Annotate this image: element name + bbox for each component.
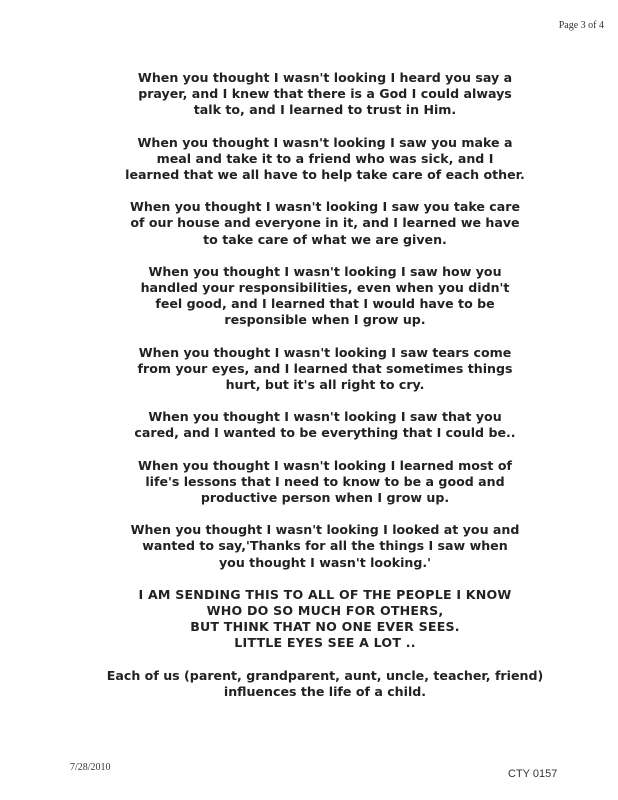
paragraph-thanks bbox=[60, 522, 590, 571]
text-line: of our house and everyone in it, and I learned we have bbox=[130, 215, 520, 231]
text-line: When you thought I wasn't looking I saw that you bbox=[148, 409, 502, 425]
text-line: hurt, but it's all right to cry. bbox=[225, 377, 425, 393]
paragraph-meal bbox=[60, 135, 590, 184]
text-line: wanted to say,'Thanks for all the things I saw when bbox=[142, 538, 508, 554]
text-line: When you thought I wasn't looking I saw how you bbox=[148, 263, 502, 279]
footer-date: 7/28/2010 bbox=[70, 762, 111, 773]
paragraph-influences bbox=[60, 668, 590, 700]
text-line: productive person when I grow up. bbox=[200, 490, 450, 506]
paragraph-prayer bbox=[60, 70, 590, 119]
text-line: When you thought I wasn't looking I learned most of bbox=[138, 457, 512, 473]
text-line: life's lessons that I need to know to be a good and bbox=[145, 473, 505, 489]
paragraph-sending bbox=[60, 587, 590, 652]
paragraph-tears bbox=[60, 345, 590, 394]
text-line: When you thought I wasn't looking I saw you take care bbox=[129, 199, 521, 215]
text-line: from your eyes, and I learned that sometimes things bbox=[137, 360, 513, 376]
text-line: When you thought I wasn't looking I saw tears come bbox=[138, 344, 512, 360]
text-line: influences the life of a child. bbox=[223, 683, 427, 699]
text-line: learned that we all have to help take care of each other. bbox=[125, 167, 525, 183]
text-line: Each of us (parent, grandparent, aunt, uncle, teacher, friend) bbox=[106, 667, 544, 683]
text-line: WHO DO SO MUCH FOR OTHERS, bbox=[206, 603, 444, 619]
paragraph-house bbox=[60, 199, 590, 248]
text-line: BUT THINK THAT NO ONE EVER SEES. bbox=[190, 619, 460, 635]
text-line: When you thought I wasn't looking I looked at you and bbox=[130, 522, 520, 538]
text-line: handled your responsibilities, even when you didn't bbox=[140, 280, 510, 296]
text-line: When you thought I wasn't looking I heard you say a bbox=[137, 70, 513, 85]
page-number: Page 3 of 4 bbox=[558, 20, 604, 31]
text-line: talk to, and I learned to trust in Him. bbox=[193, 102, 457, 118]
text-line: you thought I wasn't looking.' bbox=[218, 554, 432, 570]
text-line: I AM SENDING THIS TO ALL OF THE PEOPLE I KNOW bbox=[138, 586, 512, 602]
text-line: feel good, and I learned that I would have to be bbox=[155, 296, 495, 312]
text-line: cared, and I wanted to be everything that I could be.. bbox=[134, 425, 516, 441]
text-line: When you thought I wasn't looking I saw you make a bbox=[137, 134, 513, 150]
paragraph-cared bbox=[60, 409, 590, 441]
document-code: CTY 0157 bbox=[508, 768, 558, 780]
paragraph-responsibilities bbox=[60, 264, 590, 329]
text-line: responsible when I grow up. bbox=[224, 312, 426, 328]
paragraph-lessons bbox=[60, 458, 590, 507]
text-line: to take care of what we are given. bbox=[203, 231, 447, 247]
document-body bbox=[60, 70, 590, 716]
text-line: prayer, and I knew that there is a God I could always bbox=[138, 86, 512, 102]
text-line: LITTLE EYES SEE A LOT .. bbox=[234, 635, 416, 651]
text-line: meal and take it to a friend who was sick, and I bbox=[156, 150, 494, 166]
